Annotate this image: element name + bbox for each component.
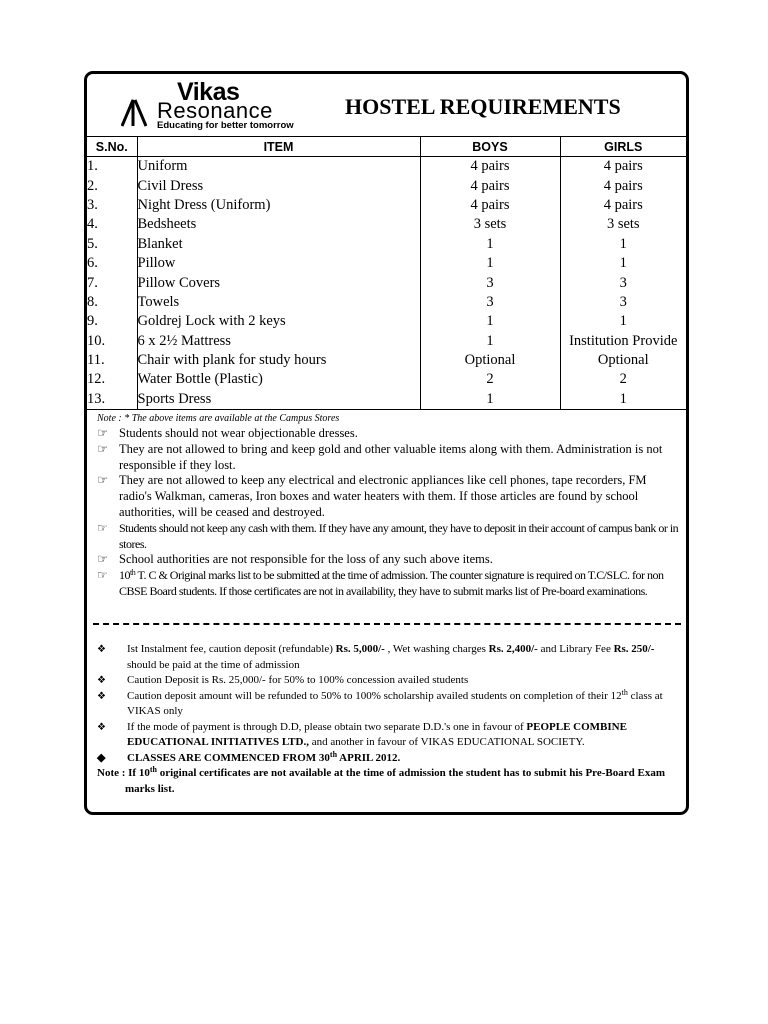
table-row bbox=[87, 157, 686, 177]
row-girls: 3 bbox=[560, 293, 686, 312]
table-row bbox=[87, 235, 686, 254]
row-boys: 1 bbox=[420, 390, 560, 409]
table-row bbox=[87, 370, 686, 389]
row-item: Pillow Covers bbox=[137, 273, 420, 292]
table-row bbox=[87, 176, 686, 195]
column-header-sno: S.No. bbox=[87, 137, 137, 157]
row-girls: 4 pairs bbox=[560, 196, 686, 215]
fee-amount: Rs. 5,000/- bbox=[335, 643, 385, 655]
row-item: Chair with plank for study hours bbox=[137, 351, 420, 370]
fee-text: If the mode of payment is through D.D, please obtain two separate D.D.'s one in favour of bbox=[127, 720, 527, 733]
classes-commence-text: APRIL 2012. bbox=[337, 751, 401, 764]
row-sno: 4. bbox=[87, 216, 98, 233]
table-row bbox=[87, 273, 686, 292]
diamond-bullet-icon: ❖ bbox=[97, 690, 106, 702]
row-item: Goldrej Lock with 2 keys bbox=[137, 312, 420, 331]
row-sno: 11. bbox=[87, 352, 105, 369]
row-sno: 6. bbox=[87, 255, 98, 272]
fee-text: should be paid at the time of admission bbox=[127, 658, 300, 671]
diamond-bullet-icon: ◆ bbox=[97, 751, 106, 764]
row-sno: 10. bbox=[87, 332, 106, 349]
rule-text-a: 10 bbox=[119, 568, 130, 583]
row-girls: 1 bbox=[560, 312, 686, 331]
rule-text: Students should not wear objectionable dresses. bbox=[119, 426, 358, 440]
fee-text: Caution Deposit is Rs. 25,000/- for 50% to 100% concession availed students bbox=[127, 674, 469, 686]
rule-text-b: T. C & Original marks list to be submitted at the time of admission. The counter signature is required on T.C/SLC. for non CBSE Board students. If those certificates are not in availability, they have to submit marks list of Pre-board examinations. bbox=[119, 568, 664, 598]
list-item bbox=[97, 568, 681, 600]
diamond-bullet-icon: ❖ bbox=[97, 675, 106, 686]
row-girls: 4 pairs bbox=[560, 176, 686, 195]
payee-name: PEOPLE COMBINE EDUCATIONAL INITIATIVES LTD., bbox=[127, 720, 627, 748]
list-item bbox=[97, 473, 681, 520]
row-boys: 3 sets bbox=[420, 215, 560, 234]
row-girls: Optional bbox=[560, 351, 686, 370]
superscript: th bbox=[149, 765, 157, 774]
pointing-hand-icon: ☞ bbox=[97, 520, 108, 535]
row-boys: 3 bbox=[420, 273, 560, 292]
row-boys: 1 bbox=[420, 312, 560, 331]
table-row bbox=[87, 351, 686, 370]
fee-text: class at VIKAS only bbox=[127, 689, 663, 717]
row-item: 6 x 2½ Mattress bbox=[137, 332, 420, 351]
pointing-hand-icon: ☞ bbox=[97, 568, 108, 583]
rule-text: Students should not keep any cash with them. If they have any amount, they have to deposit in their account of campus bank or in stores. bbox=[119, 520, 679, 551]
rule-text: They are not allowed to keep any electrical and electronic appliances like cell phones, tape recorders, FM radio's Walkman, cameras, Iron boxes and water heaters with them. If those articles are found by school authorities, will be ceased and destroyed. bbox=[119, 473, 647, 519]
pointing-hand-icon: ☞ bbox=[97, 552, 109, 567]
row-boys: Optional bbox=[420, 351, 560, 370]
row-girls: Institution Provide bbox=[560, 332, 686, 351]
logo-brand: Vikas bbox=[177, 78, 240, 106]
fee-amount: Rs. 2,400/- bbox=[488, 643, 538, 655]
list-item bbox=[97, 751, 681, 767]
table-bottom-rule bbox=[87, 409, 686, 410]
row-item: Uniform bbox=[137, 157, 420, 177]
superscript: th bbox=[130, 568, 136, 578]
diamond-bullet-icon: ❖ bbox=[97, 721, 106, 733]
row-boys: 1 bbox=[420, 254, 560, 273]
row-boys: 1 bbox=[420, 235, 560, 254]
list-item bbox=[97, 642, 681, 673]
dashed-divider bbox=[93, 623, 681, 625]
row-item: Civil Dress bbox=[137, 176, 420, 195]
header bbox=[87, 74, 686, 136]
pointing-hand-icon: ☞ bbox=[97, 473, 109, 488]
list-item bbox=[97, 442, 681, 474]
final-note bbox=[97, 766, 681, 797]
fee-amount: Rs. 250/- bbox=[613, 643, 655, 655]
page-title: HOSTEL REQUIREMENTS bbox=[345, 94, 621, 119]
row-boys: 2 bbox=[420, 370, 560, 389]
column-header-item: ITEM bbox=[137, 137, 420, 157]
superscript: th bbox=[329, 749, 338, 759]
table-row bbox=[87, 332, 686, 351]
fee-text: , Wet washing charges bbox=[384, 643, 489, 655]
logo-tagline: Educating for better tomorrow bbox=[157, 120, 294, 131]
list-item bbox=[97, 673, 681, 689]
rule-text: They are not allowed to bring and keep gold and other valuable items along with them. Administration is not responsible if they lost. bbox=[119, 441, 663, 472]
rule-text: School authorities are not responsible for the loss of any such above items. bbox=[119, 552, 493, 567]
row-sno: 9. bbox=[87, 313, 98, 330]
table-row bbox=[87, 254, 686, 273]
row-sno: 1. bbox=[87, 158, 98, 175]
row-boys: 4 pairs bbox=[420, 157, 560, 177]
list-item bbox=[97, 426, 681, 442]
classes-commence-text: CLASSES ARE COMMENCED FROM 30 bbox=[127, 751, 330, 764]
fees-section bbox=[97, 642, 681, 797]
list-item bbox=[97, 552, 681, 568]
pointing-hand-icon: ☞ bbox=[97, 441, 109, 456]
logo-sub: Resonance bbox=[157, 98, 273, 123]
row-item: Bedsheets bbox=[137, 215, 420, 234]
table-header-row bbox=[87, 137, 686, 157]
row-sno: 5. bbox=[87, 235, 98, 252]
column-header-boys: BOYS bbox=[420, 137, 560, 157]
fee-text: Ist Instalment fee, caution deposit (refundable) bbox=[127, 643, 336, 655]
pointing-hand-icon: ☞ bbox=[97, 426, 109, 440]
row-sno: 3. bbox=[87, 196, 98, 213]
row-girls: 2 bbox=[560, 370, 686, 389]
requirements-table bbox=[87, 136, 686, 409]
table-row bbox=[87, 215, 686, 234]
row-item: Towels bbox=[137, 293, 420, 312]
row-sno: 8. bbox=[87, 293, 98, 310]
fee-text: and Library Fee bbox=[537, 643, 614, 655]
row-girls: 1 bbox=[560, 390, 686, 409]
column-header-girls: GIRLS bbox=[560, 137, 686, 157]
rules-section bbox=[97, 413, 681, 600]
row-item: Pillow bbox=[137, 254, 420, 273]
document-frame bbox=[84, 71, 689, 815]
table-row bbox=[87, 196, 686, 215]
row-girls: 3 sets bbox=[560, 215, 686, 234]
row-girls: 1 bbox=[560, 254, 686, 273]
row-sno: 13. bbox=[87, 390, 106, 407]
row-girls: 3 bbox=[560, 273, 686, 292]
row-girls: 1 bbox=[560, 235, 686, 254]
table-row bbox=[87, 293, 686, 312]
row-item: Water Bottle (Plastic) bbox=[137, 370, 420, 389]
row-girls: 4 pairs bbox=[560, 157, 686, 177]
list-item bbox=[97, 521, 681, 553]
list-item bbox=[97, 689, 681, 720]
row-boys: 3 bbox=[420, 293, 560, 312]
note-text: original certificates are not available at the time of admission the student has to submit his Pre-Board Exam marks list. bbox=[125, 767, 665, 795]
row-item: Blanket bbox=[137, 235, 420, 254]
store-note: Note : * The above items are available at the Campus Stores bbox=[97, 413, 340, 424]
row-item: Sports Dress bbox=[137, 390, 420, 409]
list-item bbox=[97, 720, 681, 751]
note-text: Note : If 10 bbox=[97, 767, 150, 779]
superscript: th bbox=[621, 687, 628, 697]
row-sno: 2. bbox=[87, 177, 98, 194]
row-sno: 7. bbox=[87, 274, 98, 291]
row-boys: 4 pairs bbox=[420, 196, 560, 215]
diamond-bullet-icon: ❖ bbox=[97, 644, 106, 655]
row-item: Night Dress (Uniform) bbox=[137, 196, 420, 215]
vikas-resonance-logo bbox=[121, 78, 311, 133]
row-boys: 4 pairs bbox=[420, 176, 560, 195]
logo-mark-icon bbox=[121, 97, 147, 127]
fee-text: Caution deposit amount will be refunded to 50% to 100% scholarship availed students on completion of their 12 bbox=[127, 689, 622, 702]
row-sno: 12. bbox=[87, 371, 106, 388]
row-boys: 1 bbox=[420, 332, 560, 351]
table-row bbox=[87, 390, 686, 409]
table-row bbox=[87, 312, 686, 331]
fee-text: and another in favour of VIKAS EDUCATIONAL SOCIETY. bbox=[308, 736, 585, 748]
